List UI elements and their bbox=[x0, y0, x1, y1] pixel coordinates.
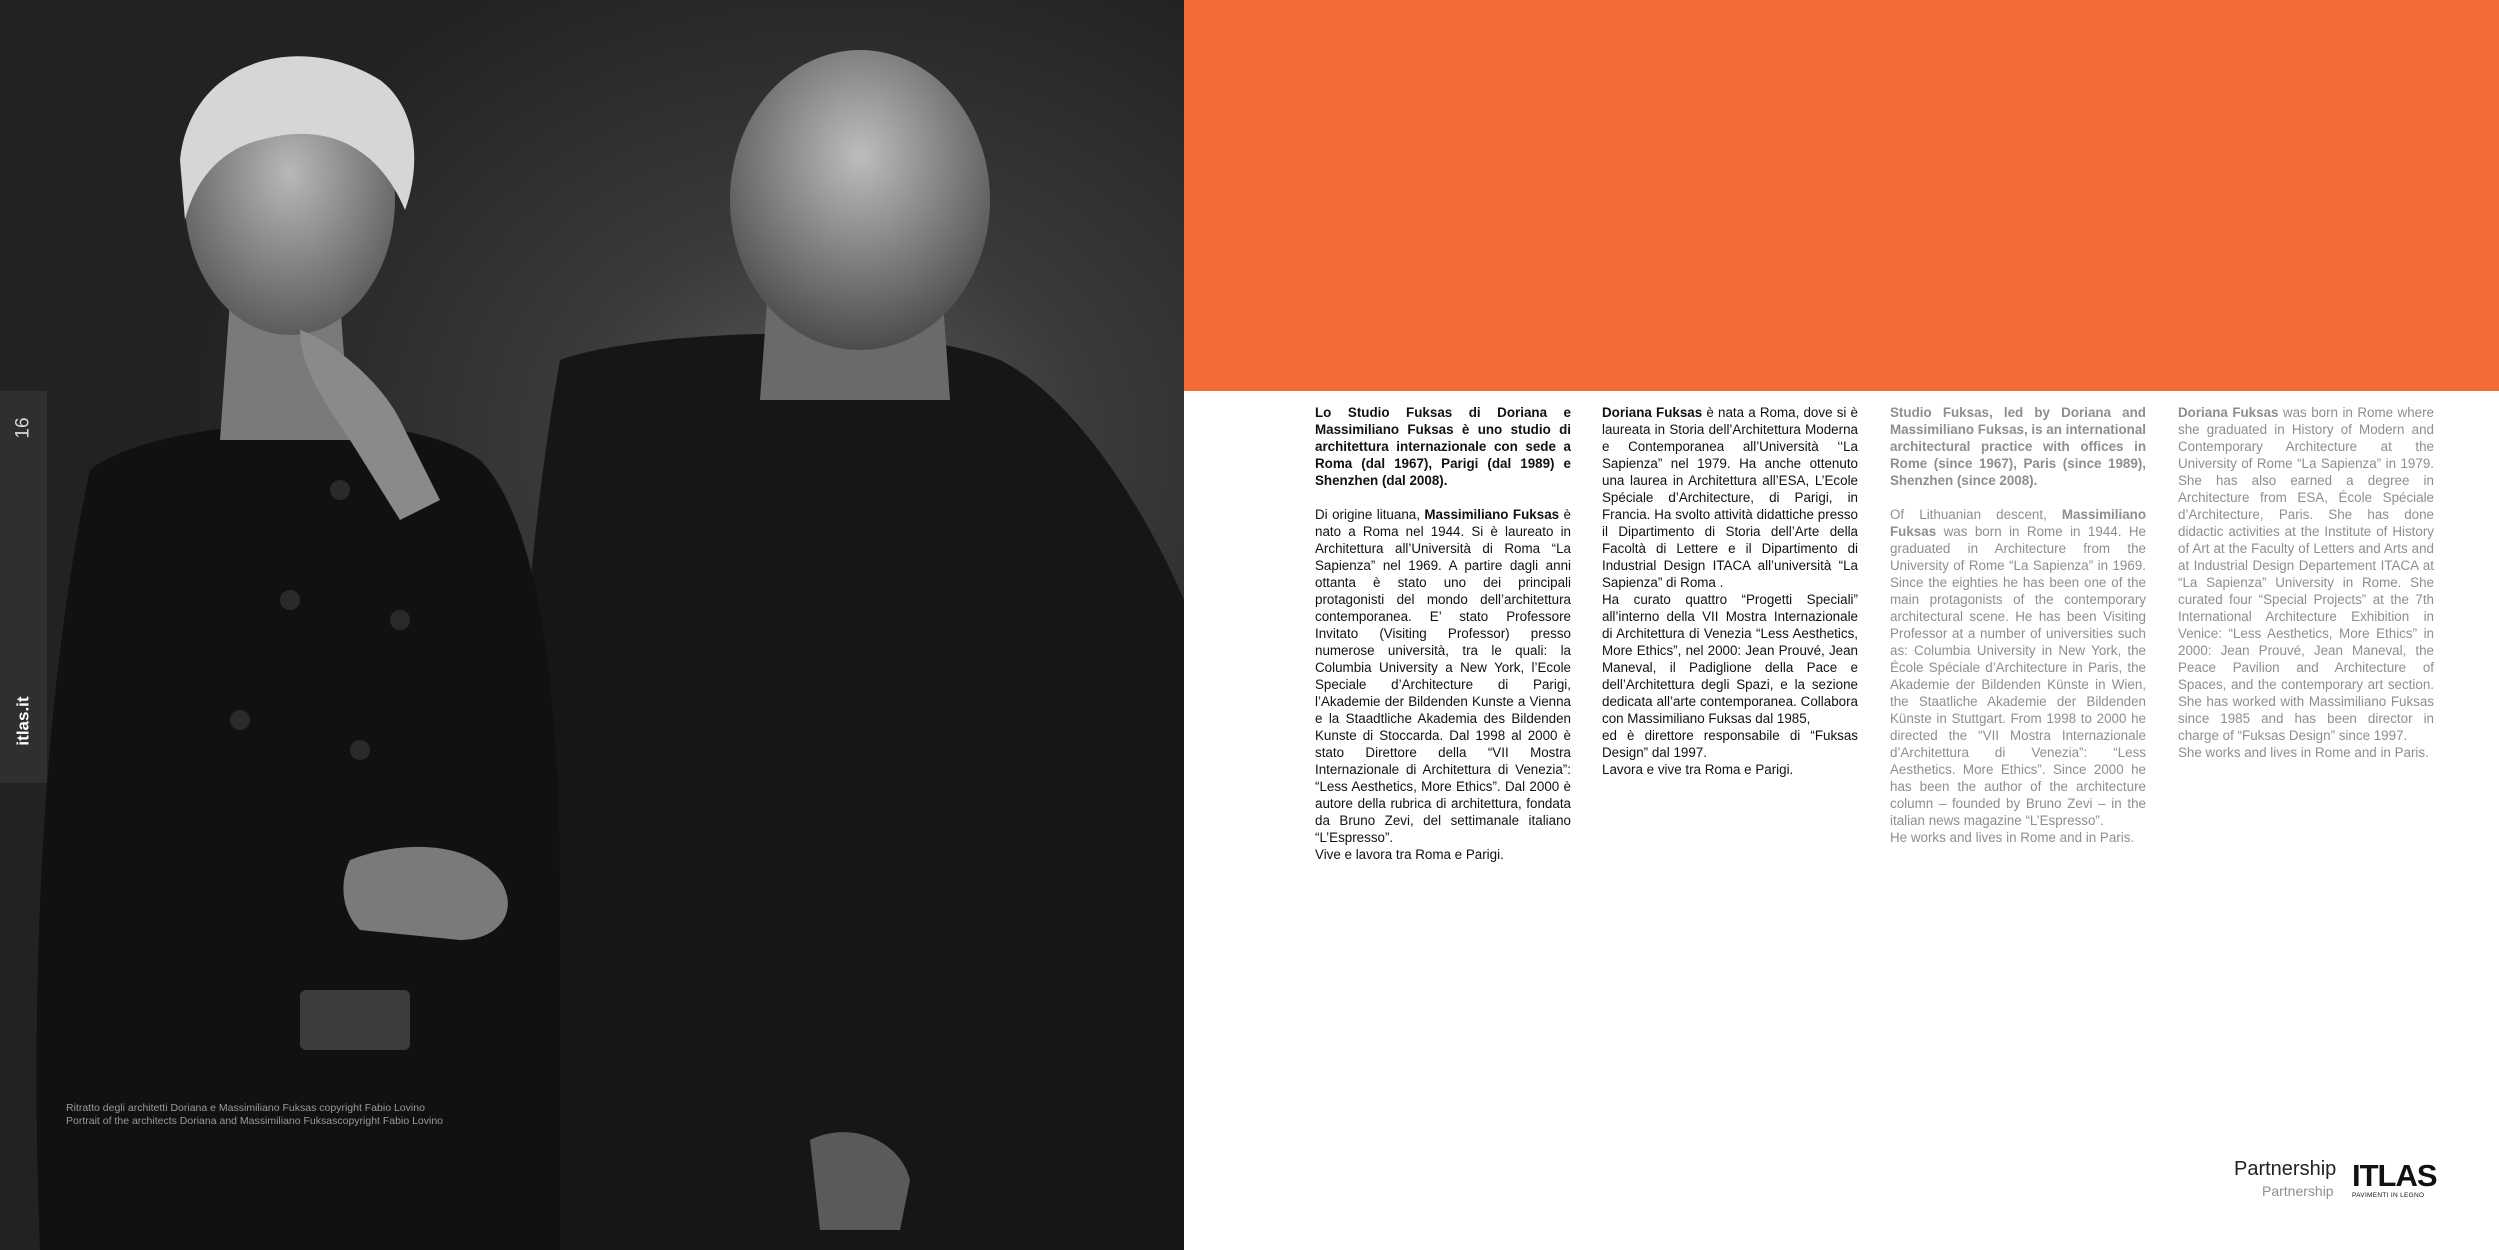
bio-closing: Vive e lavora tra Roma e Parigi. bbox=[1315, 847, 1504, 862]
bio-text: è nata a Roma, dove si è laureata in Storia dell’Architettura Moderna e Contemporanea all’Università ‘‘La Sapienza” nel 1979. Ha anche ottenuto una laurea in Architettura all’ESA, L’Ecole Spéciale d’Architecture, di Parigi, in Francia. Ha svolto attività didattiche presso il Dipartimento di Storia dell’Arte della Facoltà di Lettere e il Dipartimento di Industrial Design ITACA all’università “La Sapienza” di Roma . bbox=[1602, 405, 1858, 590]
doriana-bio-it bbox=[1602, 404, 1858, 778]
page-number: 16 bbox=[12, 417, 34, 439]
column-italian-studio bbox=[1315, 404, 1571, 880]
bio-name: Massimiliano Fuksas bbox=[1890, 507, 2146, 539]
massimiliano-bio-it bbox=[1315, 506, 1571, 863]
bio-closing: Lavora e vive tra Roma e Parigi. bbox=[1602, 762, 1794, 777]
column-italian-doriana bbox=[1602, 404, 1858, 795]
portrait-illustration bbox=[0, 0, 1184, 1250]
studio-intro-it: Lo Studio Fuksas di Doriana e Massimiliano Fuksas è uno studio di architettura internazionale con sede a Roma (dal 1967), Parigi (dal 1989) e Shenzhen (dal 2008). bbox=[1315, 405, 1571, 488]
caption-en: Portrait of the architects Doriana and Massimiliano Fuksascopyright Fabio Lovino bbox=[66, 1115, 444, 1127]
bio-closing: She works and lives in Rome and in Paris. bbox=[2178, 745, 2429, 760]
bio-text-2: Ha curato quattro “Progetti Speciali” all’interno della VII Mostra Internazionale di Architettura di Venezia “Less Aesthetics, More Ethics”, nel 2000: Jean Prouvé, Jean Maneval, il Padiglione della Pace e dell’Architettura degli Spazi, e la sezione dedicata all’arte contemporanea. Collabora con Massimiliano Fuksas dal 1985, bbox=[1602, 592, 1858, 726]
itlas-logo bbox=[2352, 1160, 2442, 1202]
caption-it: Ritratto degli architetti Doriana e Massimiliano Fuksas copyright Fabio Lovino bbox=[66, 1102, 425, 1114]
accent-block bbox=[1184, 0, 2499, 391]
footer-partnership-en: Partnership bbox=[2262, 1183, 2334, 1199]
bio-name: Doriana Fuksas bbox=[1602, 405, 1703, 420]
bio-text: was born in Rome in 1944. He graduated in Architecture from the University of Rome “La Sapienza” in 1969. Since the eighties he has been one of the main protagonists of the contemporary architectural scene. He has been Visiting Professor at a number of universities such as: Columbia University in New York, the École Spéciale d’Architecture in Paris, the Akademie der Bildenden Künste in Wien, the Staatliche Akademie der Bildenden Künste in Stuttgart. From 1998 to 2000 he directed the “VII Mostra Internazionale d’Architettura di Venezia”: “Less Aesthetics. More Ethics”. Since 2000 he has been the author of the architecture column – founded by Bruno Zevi – in the italian news magazine “L’Espresso”. bbox=[1890, 524, 2146, 828]
column-english-doriana bbox=[2178, 404, 2434, 778]
bio-closing: He works and lives in Rome and in Paris. bbox=[1890, 830, 2135, 845]
side-tab bbox=[0, 391, 47, 783]
site-link[interactable]: itlas.it bbox=[13, 696, 33, 746]
studio-intro-en: Studio Fuksas, led by Doriana and Massimiliano Fuksas, is an international architectural practice with offices in Rome (since 1967), Paris (since 1989), Shenzhen (since 2008). bbox=[1890, 405, 2146, 488]
bio-text: was born in Rome where she graduated in History of Modern and Contemporary Architecture at the University of Rome “La Sapienza” in 1979. She has also earned a degree in Architecture from ESA, École Spéciale d’Architecture, Paris. She has done didactic activities at the Institute of History of Art at the Faculty of Letters and Arts and at Industrial Design Departement ITACA at “La Sapienza” University in Rome. She curated four “Special Projects” at the 7th International Architecture Exhibition in Venice: “Less Aesthetics, More Ethics” in 2000: Jean Prouvé, Jean Maneval, the Peace Pavilion and Architecture of Spaces, and the contemporary art section. She has worked with Massimiliano Fuksas since 1985 and has been director in charge of “Fuksas Design” since 1997. bbox=[2178, 405, 2434, 743]
bio-lead: Di origine lituana, bbox=[1315, 507, 1425, 522]
massimiliano-bio-en bbox=[1890, 506, 2146, 846]
doriana-bio-en bbox=[2178, 404, 2434, 761]
bio-text-3: ed è direttore responsabile di “Fuksas Design” dal 1997. bbox=[1602, 728, 1858, 760]
photo-caption bbox=[66, 1102, 443, 1128]
footer-partnership-it: Partnership bbox=[2234, 1158, 2337, 1180]
logo-text: ITLAS bbox=[2352, 1158, 2437, 1193]
column-english-studio bbox=[1890, 404, 2146, 863]
bio-name: Massimiliano Fuksas bbox=[1424, 507, 1560, 522]
bio-lead: Of Lithuanian descent, bbox=[1890, 507, 2062, 522]
portrait-photo bbox=[0, 0, 1184, 1250]
bio-name: Doriana Fuksas bbox=[2178, 405, 2279, 420]
logo-subtitle: PAVIMENTI IN LEGNO bbox=[2352, 1192, 2425, 1199]
bio-text: è nato a Roma nel 1944. Si è laureato in Architettura all’Università di Roma “La Sapienza” nel 1969. A partire dagli anni ottanta è stato uno dei principali protagonisti del mondo dell’architettura contemporanea. E’ stato Professore Invitato (Visiting Professor) presso numerose università, tra le quali: la Columbia University a New York, l’Ecole Speciale d’Architecture di Parigi, l’Akademie der Bildenden Kunste a Vienna e la Staadtliche Akademia des Bildenden Kunste di Stoccarda. Dal 1998 al 2000 è stato Direttore della “VII Mostra Internazionale di Architettura di Venezia”: “Less Aesthetics, More Ethics”. Dal 2000 è autore della rubrica di architettura, fondata da Bruno Zevi, del settimanale italiano “L’Espresso”. bbox=[1315, 507, 1571, 845]
